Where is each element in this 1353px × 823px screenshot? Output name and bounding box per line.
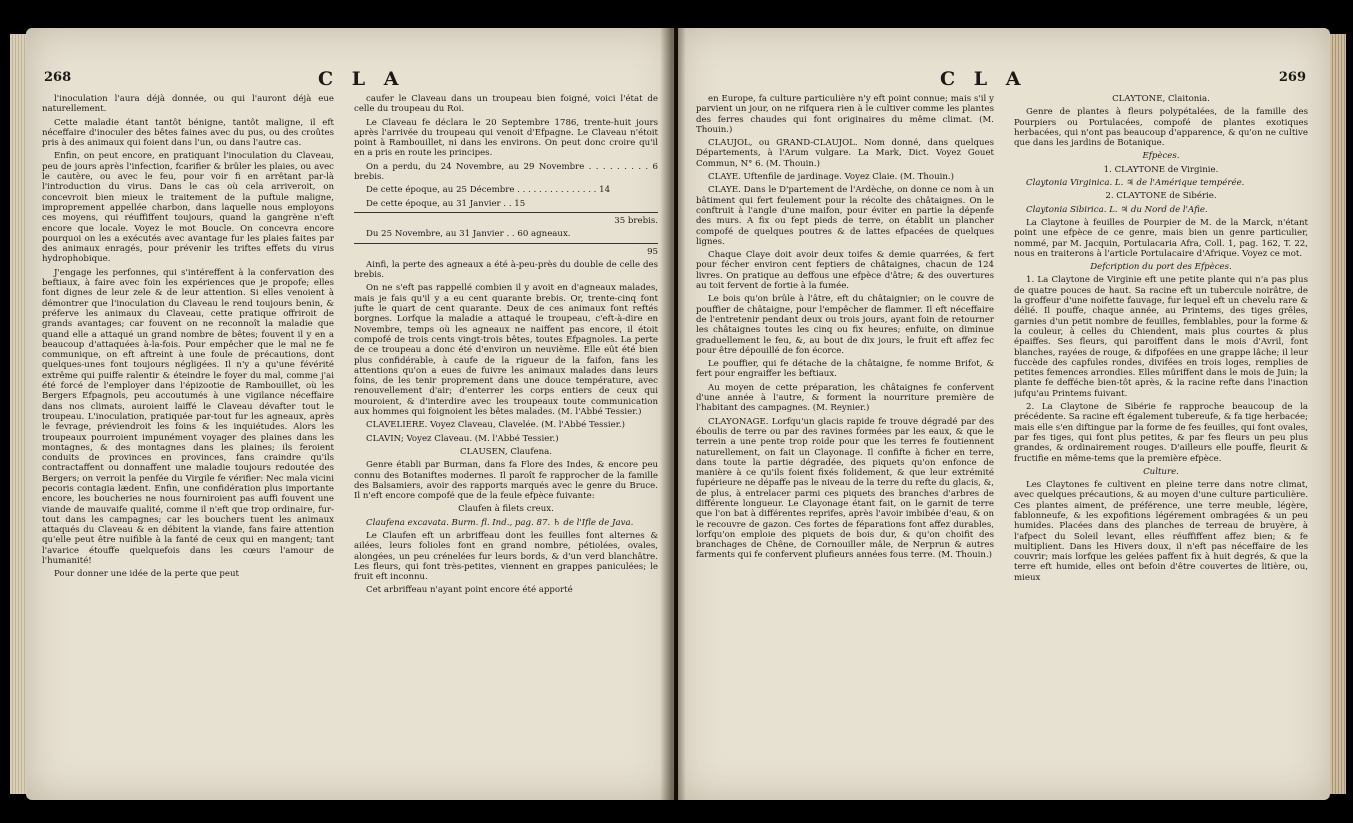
section-heading: Culture.	[1143, 466, 1179, 477]
paragraph: On ne s'eft pas rappellé combien il y avoit en d'agneaux malades, mais je fais qu'il y a eu cent quarante brebis. Or, trente-cinq font jufte le quart de cent quarante. Deux de ces animaux font reftés borgnes. Lorfque la maladie a attaqué le troupeau, c'eft-à-dire en Novembre, temps où les agneaux ne naiffent pas encore, il étoit compofé de trois cents vingt-trois bêtes, toutes Efpagnoles. La perte de ce troupeau a donc été d'environ un neuvième. Elle eût été bien plus confidérable, à caufe de la rigueur de la faifon, fans les attentions qu'on a eues de fuivre les animaux malades dans leurs foins, de les tenir proprement dans une douce température, avec renouvellement d'air; d'enterrer les corps entiers de ceux qui mouroient, & d'interdire avec les troupeaux toute communication aux hommes qui foignoient les bêtes malades. (M. l'Abbé Tessier.)	[354, 283, 658, 418]
right-column-1	[696, 94, 994, 724]
paragraph: en Europe, fa culture particulière n'y eft point connue; mais s'il y parvient un jour, on ne rifquera rien à le cultiver comme les plantes des ferres chaudes qui font originaires du même climat. (M. Thouin.)	[696, 94, 994, 135]
paragraph: La Claytone à feuilles de Pourpier de M. de la Marck, n'étant point une efpèce de ce genre, mais bien un genre particulier, nommé, par M. Jacquin, Portulacaria Afra, Coll. 1, pag. 162, T. 22, nous en traiterons à l'article Portulacaire d'Afrique. Voyez ce mot.	[1014, 217, 1308, 259]
paragraph: CLAYONAGE. Lorfqu'un glacis rapide fe trouve dégradé par des éboulis de terre ou par des ravines formées par les eaux, & que le terrein a une pente trop roide pour que les terres fe foutiennent naturellement, on fait un Clayonage. Il confifte à ficher en terre, dans toute la partie dégradée, des piquets qu'on enfonce de manière à ce qu'ils foient fixés folidement, & que leur extrémité fupérieure ne dépaffe pas le niveau de la terre du refte du glacis, &, de plus, à entrelacer parmi ces piquets des branches d'arbres de différente longueur. Le Clayonage étant fait, on le garnit de terre que l'on bat à différentes reprifes, après l'avoir imbibée d'eau, & on le recouvre de gazon. Ces fortes de féparations font affez durables, lorfqu'on emploie des piquets de bois dur, & qu'on choifit des branchages de Chêne, de Cornouiller mâle, de Nerprun & autres farments qui fe confervent plufieurs années fous terre. (M. Thouin.)	[696, 416, 994, 561]
running-head-left: C L A	[318, 68, 405, 90]
left-column-2	[354, 94, 658, 724]
species-ref: Claytonia Sibirica. L. ♃ du Nord de l'Afie.	[1026, 204, 1208, 215]
paragraph: l'inoculation l'aura déjà donnée, ou qui l'auront déjà eue naturellement.	[42, 94, 334, 115]
tally-line: On a perdu, du 24 Novembre, au 29 Novembre . . . . . . . . . 6 brebis.	[354, 161, 658, 183]
page-number-right: 269	[1278, 70, 1306, 85]
tally-rule	[354, 243, 658, 244]
paragraph: Le Claufen eft un arbriffeau dont les feuilles font alternes & ailées, leurs folioles font en grand nombre, pétiolées, ovales, alongées, un peu crénelées fur leurs bords, & d'un verd blanchâtre. Les fleurs, qui font très-petites, viennent en grappes paniculées; le fruit eft inconnu.	[354, 530, 658, 583]
book-gutter	[660, 28, 686, 800]
section-heading: Efpèces.	[1142, 151, 1180, 162]
tally-line: 35 brebis.	[614, 215, 658, 226]
paragraph: Claufen à filets creux.	[458, 504, 554, 515]
entry-heading: CLAUSEN, Claufena.	[460, 446, 552, 457]
species-name: 2. CLAYTONE de Sibérie.	[1105, 191, 1217, 202]
paragraph: Cette maladie étant tantôt bénigne, tantôt maligne, il eft néceffaire d'inoculer des bêtes faines avec du pus, ou des croûtes pris à des animaux qui foient dans l'un, ou dans l'autre cas.	[42, 117, 334, 149]
running-head-right: C L A	[940, 68, 1027, 90]
paragraph: CLAVIN; Voyez Claveau. (M. l'Abbé Tessier.)	[366, 433, 559, 444]
paragraph: CLAYE. Dans le D'partement de l'Ardèche, on donne ce nom à un bâtiment qui fert feulement pour la récolte des châtaignes. On le conftruit à l'angle d'une maifon, pour éviter en partie la dépenfe des murs. A fix ou fept pieds de terre, on établit un plancher compofé de quelques poutres & de lattes efpacées de quelques lignes.	[696, 185, 994, 247]
tally-line: De cette époque, au 25 Décembre . . . . . . . . . . . . . . . 14	[366, 185, 611, 196]
species-name: 1. CLAYTONE de Virginie.	[1103, 164, 1219, 175]
paragraph: Pour donner une idée de la perte que peut	[54, 569, 240, 580]
tally-line: De cette époque, au 31 Janvier . . 15	[366, 198, 526, 209]
paragraph: CLAUJOL, ou GRAND-CLAUJOL. Nom donné, dans quelques Départements, à l'Arum vulgare. La Mark, Dict. Voyez Gouet Commun, N° 6. (M. Thouin.)	[696, 138, 994, 169]
paragraph: caufer le Claveau dans un troupeau bien foigné, voici l'état de celle du troupeau du Roi.	[354, 94, 658, 115]
paragraph: 1. La Claytone de Virginie eft une petite plante qui n'a pas plus de quatre pouces de haut. Sa racine eft un tubercule noirâtre, de la groffeur d'une noifette fauvage, fur lequel eft un chevelu rare & délié. Il pouffe, chaque année, au Printems, des tiges grêles, garnies d'un petit nombre de feuilles, femblables, pour la forme & la couleur, à celles du Chiendent, mais plus courtes & plus épaiffes. Ses fleurs, qui paroiffent dans le mois d'Avril, font blanches, rayées de rouge, & difpofées en une grappe lâche; il leur fuccède des capfules rondes, divifées en trois loges, remplies de petites femences arrondies. Elles mûriffent dans le mois de Juin; la plante fe defféche bien-tôt après, & la racine refte dans l'inaction jufqu'au Printems fuivant.	[1014, 275, 1308, 399]
paragraph: J'engage les perfonnes, qui s'intéreffent à la confervation des beftiaux, à faire avec foin les expériences que je propofe; elles font dignes de leur zele & de leur attention. Si elles venoient à démontrer que l'inoculation du Claveau le rend toujours benin, & préferve les animaux du Claveau, cette pratique offriroit de grands avantages; car fouvent on ne reconnoît la maladie que quand elle a attaqué un grand nombre de bêtes; fouvent il y en a beaucoup d'attaquées à-la-fois. Pour empêcher que le mal ne fe communique, on eft aftreint à une foule de précautions, dont quelques-unes font toujours négligées. Il n'y a qu'une févérité extrême qui puiffe ralentir & éteindre le foyer du mal, comme j'ai été forcé de l'employer dans l'épizootie de Rambouillet, où les Bergers Efpagnols, peu accoutumés à une vigilance néceffaire dans nos climats, auroient laiffé le Claveau dévafter tout le troupeau. L'inoculation, pratiquée par-tout fur les agneaux, après le fevrage, préviendroit les foins & les inquiétudes. Alors les troupeaux pourroient impunément voyager des plaines dans les montagnes, & des montagnes dans les plaines; ils feroient conduits de provinces en provinces, fans craindre qu'ils contractaffent ou donnaffent une maladie toujours redoutée des Bergers; on verroit la penfée du Virgile fe vérifier: Nec mala vicini pecoris contagia lædent. Enfin, une confidération plus importante encore, les boucheries ne nous fourniroient pas auffi fouvent une viande de mauvaife qualité, comme il n'eft que trop ordinaire, fur-tout dans les campagnes; car les bouchers tuent les animaux attaqués du Claveau & en débitent la viande, fans faire attention qu'elle peut être nuifible à la fanté de ceux qui en mangent; tant l'avarice étouffe quelquefois dans les cœurs l'amour de l'humanité!	[42, 267, 334, 567]
tally-rule	[354, 212, 658, 213]
paragraph: Claufena excavata. Burm. fl. Ind., pag. 87. ♄ de l'Ifle de Java.	[366, 517, 634, 528]
page-number-left: 268	[44, 70, 72, 85]
right-column-2	[1014, 94, 1308, 724]
paragraph: Ainfi, la perte des agneaux a été à-peu-près du double de celle des brebis.	[354, 259, 658, 281]
tally-total: 95	[647, 246, 658, 257]
left-page-edges	[10, 34, 26, 794]
paragraph: CLAYE. Uftenfile de jardinage. Voyez Claie. (M. Thouin.)	[708, 172, 955, 183]
paragraph: Genre établi par Burman, dans fa Flore des Indes, & encore peu connu des Botaniftes modernes. Il paroît fe rapprocher de la famille des Balsamiers, avoir des rapports marqués avec le genre du Bruce. Il n'eft encore compofé que de la feule efpèce fuivante:	[354, 460, 658, 502]
section-heading: Defcription du port des Efpèces.	[1090, 262, 1232, 273]
species-ref: Claytonia Virginica. L. ♃ de l'Amérique tempérée.	[1026, 178, 1245, 189]
paragraph: Cet arbriffeau n'ayant point encore été apporté	[366, 585, 573, 596]
paragraph: CLAVELIERE. Voyez Claveau, Clavelée. (M. l'Abbé Tessier.)	[366, 420, 625, 431]
left-page	[26, 28, 674, 800]
paragraph: Le pouffier, qui fe détache de la châtaigne, fe nomme Brifot, & fert pour engraiffer les beftiaux.	[696, 359, 994, 380]
paragraph: Chaque Claye doit avoir deux toifes & demie quarrées, & fert pour fécher environ cent feptiers de châtaignes, chacun de 124 livres. On pratique au deffous une efpèce d'âtre; & des ouvertures au toit fervent de fortie à la fumée.	[696, 250, 994, 292]
tally-line: Du 25 Novembre, au 31 Janvier . . 60 agneaux.	[366, 229, 571, 240]
paragraph: Le bois qu'on brûle à l'âtre, eft du châtaignier; on le couvre de pouffier de châtaigne, pour l'empêcher de flammer. Il eft néceffaire de l'entretenir pendant deux ou trois jours, ayant foin de retourner les châtaignes toutes les cinq ou fix heures; enfuite, on diminue graduellement le feu, &, au bout de dix jours, le fruit eft affez fec pour être dépouillé de fon écorce.	[696, 294, 994, 356]
paragraph: Le Claveau fe déclara le 20 Septembre 1786, trente-huit jours après l'arrivée du troupeau qui venoit d'Efpagne. Le Claveau n'étoit point à Rambouillet, ni dans les environs. On peut donc croire qu'il en a pris en route les principes.	[354, 117, 658, 159]
paragraph: Enfin, on peut encore, en pratiquant l'inoculation du Claveau, peu de jours après l'infection, fcarifier & brûler les plaies, ou avec le cautère, ou avec le feu, pour voir fi en arrêtant par-là l'introduction du virus. Dans le cas où cela arriveroit, on concevroit bien mieux le traitement de la puftule maligne, improprement appellée charbon, dans laquelle nous employons ces moyens, qui réuffiffent toujours, quand la gangrène n'eft encore que locale. Voyez le mot Boucle. On concevra encore pourquoi on les a exécutés avec avantage fur les plaies faites par des animaux enragés, pour prévenir les triftes effets du virus hydrophobique.	[42, 151, 334, 265]
open-book	[8, 10, 1348, 820]
paragraph: Au moyen de cette préparation, les châtaignes fe confervent d'une année à l'autre, & forment la nourriture première de l'habitant des campagnes. (M. Reynier.)	[696, 382, 994, 414]
entry-heading: CLAYTONE, Claitonia.	[1112, 94, 1210, 104]
paragraph: Les Claytones fe cultivent en pleine terre dans notre climat, avec quelques précautions, & au moyen d'une culture particulière. Ces plantes aiment, de préférence, une terre meuble, légère, fablonneufe, & les expofitions légérement ombragées & un peu humides. Placées dans des planches de terreau de bruyère, à l'afpect du Soleil levant, elles réuffiffent affez bien; & fe multiplient. Dans les Hivers doux, il n'eft pas néceffaire de les couvrir; mais lorfque les gelées paffent fix à huit degrés, & que la terre eft humide, elles ont befoin d'être couvertes de litière, ou, mieux	[1014, 480, 1308, 583]
right-page	[678, 28, 1330, 800]
paragraph: 2. La Claytone de Sibérie fe rapproche beaucoup de la précédente. Sa racine eft également tubereufe, & fa tige herbacée; mais elle s'en diftingue par la forme de fes feuilles, qui font ovales, par fes tiges, qui font plus petites, & par fes fleurs un peu plus grandes, & ordinairement rouges. D'ailleurs elle pouffe, fleurit & fructifie en même-tems que la première efpèce.	[1014, 402, 1308, 464]
left-column-1	[42, 94, 334, 724]
paragraph: Genre de plantes à fleurs polypétalées, de la famille des Pourpiers ou Portulacées, compofé de plantes exotiques herbacées, qui n'ont pas beaucoup d'apparence, & qu'on ne cultive que dans les jardins de Botanique.	[1014, 107, 1308, 149]
